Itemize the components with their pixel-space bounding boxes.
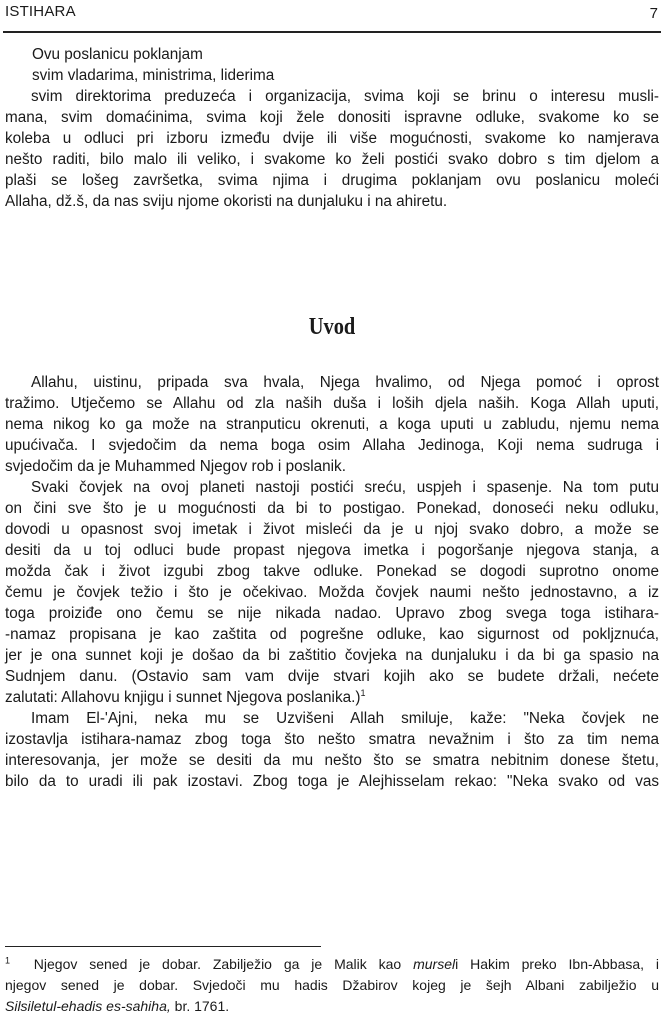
text-line: jer je ona sunnet koji je došao da bi zaštitio čovjeka na dunjaluku i da bi ga spasio na	[5, 647, 659, 664]
text-line: Allaha, dž.š, da nas sviju njome okoristi na dunjaluku i na ahiretu.	[5, 193, 448, 210]
intro-paragraph	[5, 372, 659, 477]
footnote-line: Silsiletul-ehadis es-sahiha, br. 1761.	[5, 998, 230, 1014]
running-header-title: ISTIHARA	[5, 3, 76, 20]
body-paragraph-2	[5, 477, 659, 708]
text-line: koleba u odluci pri izboru između dvije ili više mogućnosti, svakome ko namjerava	[5, 130, 659, 147]
footnote-number: 1	[5, 955, 11, 966]
section-title: Uvod	[308, 314, 356, 340]
text-line: bilo da to uradi ili pak izostavi. Zbog toga je Alejhisselam rekao: "Neka svako od vas	[5, 773, 659, 790]
dedication-line-1: Ovu poslanicu poklanjam	[32, 46, 203, 63]
text-line: toga proiziđe ono čemu se nije nikada nadao. Upravo zbog svega toga istihara-	[5, 605, 659, 622]
text-line: svjedočim da je Muhammed Njegov rob i poslanik.	[5, 458, 346, 475]
text-line: desiti da u toj odluci bude propast njegova imetka i pogoršanje njegova stanja, a	[5, 542, 659, 559]
text-line: nema nikog ko ga može na stranputicu okrenuti, a koga uputi u zabludu, njemu nema	[5, 416, 659, 433]
text-line: interesovanja, jer može se desiti da mu nešto što se smatra nebitnim donese štetu,	[5, 752, 659, 769]
text-line: zalutati: Allahovu knjigu i sunnet Njegova poslanika.)$^1$	[5, 687, 366, 706]
footnote-line: njegov sened je dobar. Svjedoči mu hadis Džabirov kojeg je šejh Albani zabilježio u	[5, 977, 659, 993]
page-number: 7	[649, 5, 658, 22]
text-line: tražimo. Utječemo se Allahu od zla naših duša i loših djela naših. Koga Allah uputi,	[5, 395, 659, 412]
header-rule	[3, 31, 661, 33]
dedication-paragraph	[5, 86, 659, 212]
text-line: Allahu, uistinu, pripada sva hvala, Njega hvalimo, od Njega pomoć i oprost	[31, 374, 659, 391]
footnote-line: $^1$ Njegov sened je dobar. Zabilježio ga je Malik kao murseli Hakim preko Ibn-Abbasa, i	[5, 955, 660, 972]
text-line: izostavlja istihara-namaz zbog toga što nešto smatra nevažnim i što za tim nema	[5, 731, 659, 748]
footnote	[5, 954, 659, 1017]
text-line: on čini sve što je u mogućnosti da bi to postigao. Ponekad, donoseći neku odluku,	[5, 500, 659, 517]
text-line: svim direktorima preduzeća i organizacija, svima koji se brinu o interesu musli-	[31, 88, 659, 105]
footnote-reference: 1	[360, 687, 366, 698]
text-line: nešto raditi, bilo malo ili veliko, i svakome ko želi postići svako dobro s tim djelom a	[5, 151, 659, 168]
text-line: -namaz propisana je kao zaštita od pogrešne odluke, kao sigurnost od poklјznuća,	[5, 626, 659, 643]
text-line: čemu je čovjek težio i što je očekivao. Možda čovjek naumi nešto jednostavno, a iz	[5, 584, 659, 601]
text-line: možda čak i život izgubi zbog takve odluke. Ponekad se dogodi suprotno onome	[5, 563, 659, 580]
footnote-rule	[5, 946, 321, 947]
text-line: Sudnjem danu. (Ostavio sam vam dvije stvari kojih ako se budete držali, nećete	[5, 668, 659, 685]
text-line: Svaki čovjek na ovoj planeti nastoji postići sreću, uspjeh i spasenje. Na tom putu	[31, 479, 659, 496]
text-line: mana, svim domaćinima, svima koji žele donositi ispravne odluke, svakome ko se	[5, 109, 659, 126]
text-line: plaši se lošeg završetka, svima njima i drugima poklanjam ovu poslanicu moleći	[5, 172, 659, 189]
text-line: Imam El-'Ajni, neka mu se Uzvišeni Allah smiluje, kaže: "Neka čovjek ne	[31, 710, 659, 727]
body-paragraph-3	[5, 708, 659, 792]
text-line: upućivača. I svjedočim da nema boga osim Allaha Jedinoga, Koji nema sudruga i	[5, 437, 659, 454]
dedication-line-2: svim vladarima, ministrima, liderima	[32, 67, 275, 84]
text-line: dovodi u opasnost svoj imetak i život misleći da je u njoj svako dobro, a može se	[5, 521, 659, 538]
